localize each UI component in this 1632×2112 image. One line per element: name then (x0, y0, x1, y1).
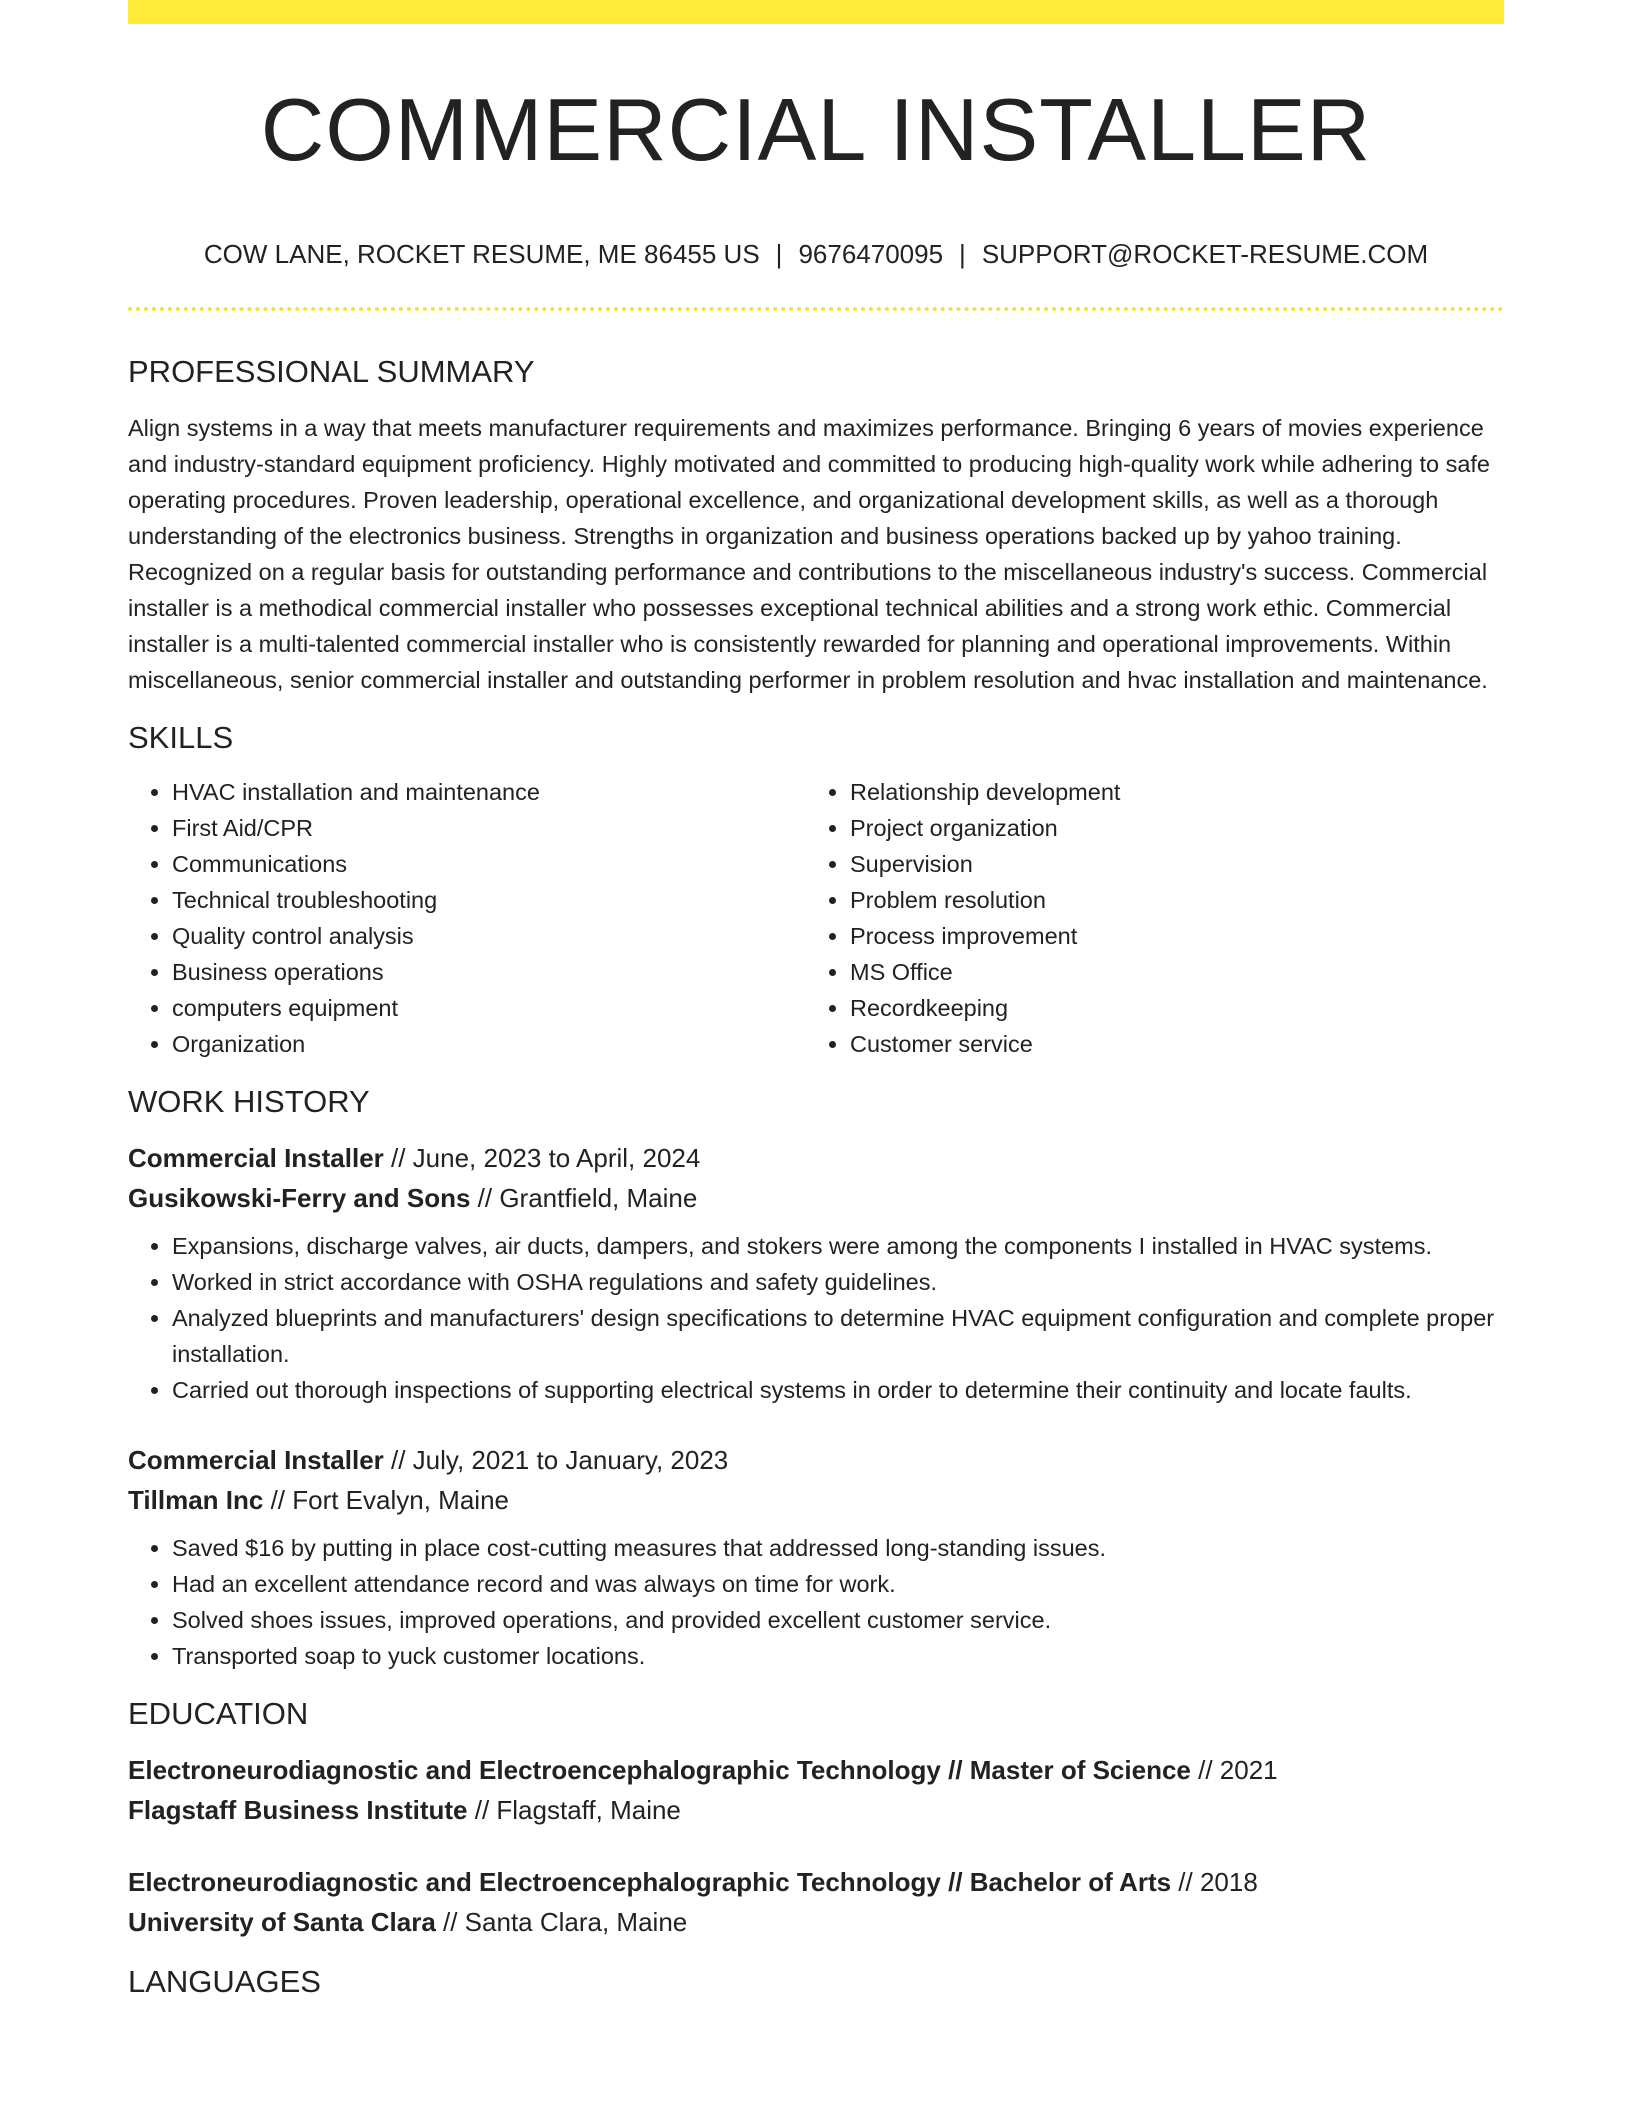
summary-heading: PROFESSIONAL SUMMARY (128, 354, 535, 389)
education-degree-line (128, 1862, 1504, 1902)
skill-item: • Communications (172, 846, 806, 882)
job-company: Gusikowski-Ferry and Sons (128, 1183, 471, 1213)
job-position: Commercial Installer (128, 1143, 384, 1173)
job-company: Tillman Inc (128, 1485, 264, 1515)
skills-heading: SKILLS (128, 720, 234, 755)
job-bullet: • Worked in strict accordance with OSHA regulations and safety guidelines. (172, 1264, 1504, 1300)
resume-name: COMMERCIAL INSTALLER (260, 80, 1372, 179)
education-year: // 2018 (1171, 1867, 1258, 1897)
education-degree: Electroneurodiagnostic and Electroencephalographic Technology // Bachelor of Arts (128, 1867, 1172, 1897)
education-school-line (128, 1902, 1504, 1942)
skills-column-left (128, 774, 806, 1062)
job-position: Commercial Installer (128, 1445, 384, 1475)
skills-column-right (806, 774, 1484, 1062)
job-bullets (128, 1530, 1504, 1674)
skill-item: • computers equipment (172, 990, 806, 1026)
job-entry (128, 1138, 1504, 1408)
education-heading: EDUCATION (128, 1696, 309, 1731)
contact-email: SUPPORT@ROCKET-RESUME.COM (981, 239, 1429, 269)
job-company-line (128, 1480, 1504, 1520)
dotted-divider (128, 307, 1504, 311)
job-bullet: • Had an excellent attendance record and was always on time for work. (172, 1566, 1504, 1602)
skill-item: • Business operations (172, 954, 806, 990)
languages-section (128, 1960, 1504, 2004)
education-degree-line (128, 1750, 1504, 1790)
job-bullet: • Transported soap to yuck customer locations. (172, 1638, 1504, 1674)
skill-item: • Supervision (850, 846, 1484, 882)
contact-separator: | (959, 239, 966, 269)
education-degree: Electroneurodiagnostic and Electroencephalographic Technology // Master of Science (128, 1755, 1191, 1785)
skill-item: • Recordkeeping (850, 990, 1484, 1026)
education-location: // Santa Clara, Maine (435, 1907, 688, 1937)
skill-item: • First Aid/CPR (172, 810, 806, 846)
job-entry (128, 1440, 1504, 1674)
contact-address: COW LANE, ROCKET RESUME, ME 86455 US (203, 239, 760, 269)
skill-item: • Process improvement (850, 918, 1484, 954)
summary-text: Align systems in a way that meets manufacturer requirements and maximizes performance. Bringing 6 years of movies experience and industry-standard equipment proficiency. Highly motivated and committed to producing high-quality work while adhering to safe operating procedures. Proven leadership, operational excellence, and organizational development skills, as well as a thorough understanding of the electronics business. Strengths in organization and business operations backed up by yahoo training. Recognized on a regular basis for outstanding performance and contributions to the miscellaneous industry's success. Commercial installer is a methodical commercial installer who possesses exceptional technical abilities and a strong work ethic. Commercial installer is a multi-talented commercial installer who is consistently rewarded for planning and operational improvements. Within miscellaneous, senior commercial installer and outstanding performer in problem resolution and hvac installation and maintenance. (128, 415, 1490, 693)
job-location: // Fort Evalyn, Maine (263, 1485, 509, 1515)
job-title-line (128, 1440, 1504, 1480)
resume-content (128, 350, 1504, 2004)
job-dates: // June, 2023 to April, 2024 (383, 1143, 701, 1173)
job-bullet: • Saved $16 by putting in place cost-cutting measures that addressed long-standing issues. (172, 1530, 1504, 1566)
job-company-line (128, 1178, 1504, 1218)
skill-item: • Organization (172, 1026, 806, 1062)
job-bullet: • Expansions, discharge valves, air ducts, dampers, and stokers were among the components I installed in HVAC systems. (172, 1228, 1504, 1264)
job-bullet: • Carried out thorough inspections of supporting electrical systems in order to determine their continuity and locate faults. (172, 1372, 1504, 1408)
job-dates: // July, 2021 to January, 2023 (383, 1445, 729, 1475)
languages-heading: LANGUAGES (128, 1964, 321, 1999)
skills-section (128, 716, 1504, 1062)
education-entry (128, 1862, 1504, 1942)
skill-item: • Problem resolution (850, 882, 1484, 918)
skill-item: • MS Office (850, 954, 1484, 990)
education-school: University of Santa Clara (128, 1907, 436, 1937)
skill-item: • Technical troubleshooting (172, 882, 806, 918)
skill-item: • HVAC installation and maintenance (172, 774, 806, 810)
skill-item: • Project organization (850, 810, 1484, 846)
skill-item: • Relationship development (850, 774, 1484, 810)
contact-separator: | (775, 239, 783, 269)
job-bullet: • Solved shoes issues, improved operations, and provided excellent customer service. (172, 1602, 1504, 1638)
job-title-line (128, 1138, 1504, 1178)
education-entry (128, 1750, 1504, 1830)
top-accent-bar (128, 0, 1504, 24)
skills-grid (128, 774, 1504, 1062)
job-location: // Grantfield, Maine (470, 1183, 698, 1213)
job-bullet: • Analyzed blueprints and manufacturers' design specifications to determine HVAC equipment configuration and complete proper installation. (172, 1300, 1504, 1372)
education-section (128, 1692, 1504, 1942)
job-bullets (128, 1228, 1504, 1408)
education-school: Flagstaff Business Institute (128, 1795, 468, 1825)
contact-line (128, 236, 1504, 272)
skill-item: • Customer service (850, 1026, 1484, 1062)
work-history-section (128, 1080, 1504, 1674)
education-school-line (128, 1790, 1504, 1830)
education-location: // Flagstaff, Maine (467, 1795, 681, 1825)
education-year: // 2021 (1190, 1755, 1278, 1785)
summary-section (128, 350, 1504, 698)
skill-item: • Quality control analysis (172, 918, 806, 954)
work-history-heading: WORK HISTORY (128, 1084, 370, 1119)
contact-phone: 9676470095 (798, 239, 944, 269)
